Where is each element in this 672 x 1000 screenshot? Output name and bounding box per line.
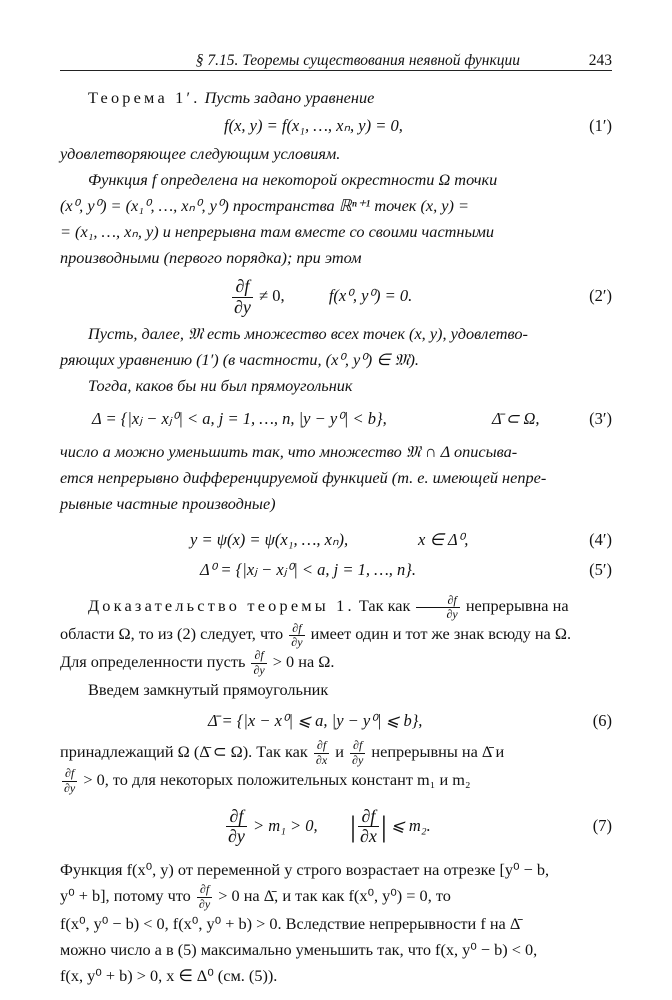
theorem-satisfying: удовлетворяющее следующим условиям. [60, 144, 341, 163]
final-line-3: f(x⁰, y⁰ − b) < 0, f(x⁰, y⁰ + b) > 0. Вследствие непрерывности f на Δ̄ [60, 913, 521, 933]
theorem-conclusion-line: рывные частные производные) [60, 494, 276, 513]
final-line-5: f(x, y⁰ + b) > 0, x ∈ Δ⁰ (см. (5)). [60, 965, 278, 985]
equation-3-closure: Δ̄ ⊂ Ω, [492, 409, 540, 428]
equation-5 [60, 555, 612, 585]
equation-4 [60, 525, 612, 555]
equation-1-body: f(x, y) = f(x₁, …, xₙ, y) = 0, [224, 116, 403, 135]
fraction-df-dy: $\frac{\partial f}{\partial y}$ [228, 805, 245, 847]
theorem-condition-line: (x⁰, y⁰) = (x₁⁰, …, xₙ⁰, y⁰) пространства ℝⁿ⁺¹ точек (x, y) = [60, 196, 469, 215]
theorem-intro-text: Пусть задано уравнение [204, 88, 375, 107]
theorem-conclusion-line: ется непрерывно дифференцируемой функцией (т. е. имеющей непре- [60, 468, 547, 487]
theorem-intro [60, 85, 612, 111]
equation-4-tag: (4′) [589, 530, 612, 549]
theorem-then-line: Тогда, каков бы ни был прямоугольник [88, 376, 353, 395]
proof-label: Доказательство теоремы 1. [88, 596, 355, 615]
equation-6 [60, 703, 612, 739]
equation-7-tag: (7) [592, 815, 612, 835]
equation-4-domain: x ∈ Δ⁰, [418, 530, 469, 549]
fraction-df-dy: $\frac{\partial f}{\partial y}$ [198, 882, 211, 911]
equation-6-body: Δ̄ = {|x − x⁰| ⩽ a, |y − y⁰| ⩽ b}, [208, 710, 423, 730]
equation-2-body: $\frac{\partial f}{\partial y}$ ≠ 0, f(x⁰, y⁰) = 0. [234, 275, 413, 317]
final-line-1: Функция f(x⁰, y) от переменной y строго возрастает на отрезке [y⁰ − b, [60, 859, 550, 879]
running-head-title: § 7.15. Теоремы существования неявной функции [195, 52, 520, 69]
final-line-2: y⁰ + b], потому что $\frac{\partial f}{\partial y}$ > 0 на Δ̄, и так как f(x⁰, y⁰) = 0, то [60, 882, 451, 911]
equation-1 [60, 111, 612, 141]
final-line-4: можно число a в (5) максимально уменьшить так, что f(x, y⁰ − b) < 0, [60, 939, 538, 959]
proof-line-1: Доказательство теоремы 1. Так как $\frac{\partial f}{\partial y}$ непрерывна на [88, 592, 569, 621]
theorem-condition-line: = (x₁, …, xₙ, y) и непрерывна там вместе со своими частными [60, 222, 495, 241]
theorem-condition-line: производными (первого порядка); при этом [60, 248, 362, 267]
fraction-df-dy: $\frac{\partial f}{\partial y}$ [291, 620, 303, 649]
equation-5-body: Δ⁰ = {|xⱼ − xⱼ⁰| < a, j = 1, …, n}. [200, 560, 417, 579]
equation-7 [60, 795, 612, 857]
equation-4-body: y = ψ(x) = ψ(x₁, …, xₙ), [190, 530, 349, 549]
equation-2 [60, 271, 612, 321]
theorem-label: Теорема 1′. [88, 88, 201, 107]
fraction-df-dx: $\frac{\partial f}{\partial x}$ [315, 738, 328, 767]
equation-5-tag: (5′) [589, 560, 612, 579]
theorem-conclusion-line: число a можно уменьшить так, что множество 𝔐 ∩ Δ описыва- [60, 442, 518, 461]
equation-7-body: $\frac{\partial f}{\partial y}$ > m₁ > 0, | $\frac{\partial f}{\partial x}$ | ⩽ m₂. [228, 805, 431, 847]
fraction-df-dy: $\frac{\partial f}{\partial y}$ [234, 275, 251, 317]
fraction-df-dy: $\frac{\partial f}{\partial y}$ [253, 648, 265, 677]
equation-2-tag: (2′) [589, 286, 612, 305]
equation-6-tag: (6) [592, 710, 612, 730]
fraction-df-dx: $\frac{\partial f}{\partial x}$ [359, 805, 377, 847]
equation-3 [60, 399, 612, 439]
proof-line-5: принадлежащий Ω (Δ̄ ⊂ Ω). Так как $\frac{\partial f}{\partial x}$ и $\frac{\partial f}{\partial y}$ непрерывны на Δ̄ и [60, 738, 505, 767]
equation-1-tag: (1′) [589, 116, 612, 135]
equation-3-tag: (3′) [589, 409, 612, 428]
theorem-further-line: ряющих уравнению (1′) (в частности, (x⁰, y⁰) ∈ 𝔐). [60, 350, 419, 369]
proof-line-6: $\frac{\partial f}{\partial y}$ > 0, то для некоторых положительных констант m₁ и m₂ [64, 766, 471, 795]
page [60, 48, 612, 989]
running-head [60, 48, 612, 71]
proof-line-2: области Ω, то из (2) следует, что $\frac{\partial f}{\partial y}$ имеет один и тот же знак всюду на Ω. [60, 620, 572, 649]
proof-line-3: Для определенности пусть $\frac{\partial f}{\partial y}$ > 0 на Ω. [60, 648, 335, 677]
theorem-further-line: Пусть, далее, 𝔐 есть множество всех точек (x, y), удовлетво- [88, 324, 528, 343]
fraction-df-dy: $\frac{\partial f}{\partial y}$ [416, 594, 459, 621]
proof-line-4: Введем замкнутый прямоугольник [88, 679, 329, 699]
theorem-condition-line: Функция f определена на некоторой окрестности Ω точки [88, 170, 498, 189]
page-number: 243 [588, 52, 612, 69]
equation-3-body: Δ = {|xⱼ − xⱼ⁰| < a, j = 1, …, n, |y − y⁰| < b}, [92, 409, 387, 428]
fraction-df-dy: $\frac{\partial f}{\partial y}$ [64, 766, 76, 795]
fraction-df-dy: $\frac{\partial f}{\partial y}$ [352, 738, 364, 767]
